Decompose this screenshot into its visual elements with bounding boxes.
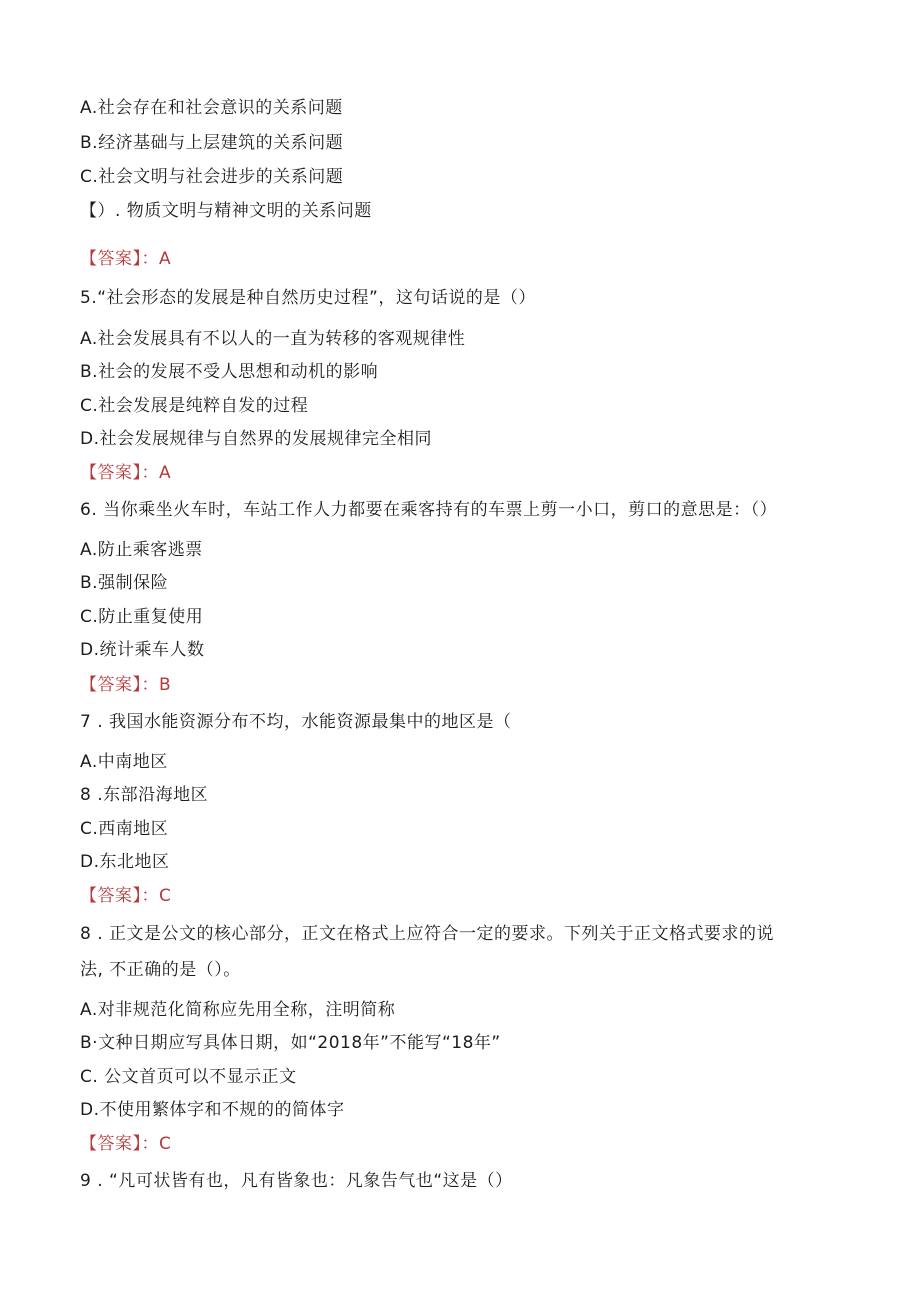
question-line: 6. 当你乘坐火车时，车站工作人力都要在乘客持有的车票上剪一小口，剪口的意思是：（） — [80, 500, 778, 520]
answer-line: 【答案】：A — [80, 463, 172, 483]
option-line: 【）. 物质文明与精神文明的关系问题 — [80, 201, 372, 221]
question-line: 5.“社会形态的发展是种自然历史过程”，这句话说的是（） — [80, 288, 536, 308]
option-line: A.防止乘客逃票 — [80, 540, 203, 560]
answer-line: 【答案】：C — [80, 1134, 172, 1154]
option-line: B.强制保险 — [80, 573, 169, 593]
option-line: C.西南地区 — [80, 819, 169, 839]
option-line: D.社会发展规律与自然界的发展规律完全相同 — [80, 429, 432, 449]
option-line: B.经济基础与上层建筑的关系问题 — [80, 133, 344, 153]
answer-line: 【答案】：C — [80, 886, 172, 906]
option-line: D.统计乘车人数 — [80, 640, 205, 660]
option-line: 8 .东部沿海地区 — [80, 785, 209, 805]
option-line: A.社会发展具有不以人的一直为转移的客观规律性 — [80, 329, 466, 349]
option-line: A.对非规范化简称应先用全称，注明简称 — [80, 1000, 396, 1020]
option-line: A.中南地区 — [80, 752, 168, 772]
question-line: 8 . 正文是公文的核心部分，正文在格式上应符合一定的要求。下列关于正文格式要求的说 — [80, 924, 775, 944]
option-line: A.社会存在和社会意识的关系问题 — [80, 98, 343, 118]
option-line: B·文种日期应写具体日期，如“2018年”不能写“18年” — [80, 1033, 501, 1053]
option-line: C. 公文首页可以不显示正文 — [80, 1067, 297, 1087]
option-line: D.东北地区 — [80, 852, 170, 872]
option-line: C.社会文明与社会进步的关系问题 — [80, 167, 344, 187]
question-line: 7 . 我国水能资源分布不均，水能资源最集中的地区是（ — [80, 712, 512, 732]
option-line: C.社会发展是纯粹自发的过程 — [80, 396, 309, 416]
question-line: 法, 不正确的是（）。 — [80, 960, 241, 980]
option-line: C.防止重复使用 — [80, 607, 204, 627]
answer-line: 【答案】：B — [80, 675, 172, 695]
option-line: D.不使用繁体字和不规的的简体字 — [80, 1100, 345, 1120]
question-line: 9 . “凡可状皆有也，凡有皆象也：凡象告气也“这是（） — [80, 1171, 513, 1191]
option-line: B.社会的发展不受人思想和动机的影响 — [80, 362, 379, 382]
answer-line: 【答案】：A — [80, 249, 172, 269]
